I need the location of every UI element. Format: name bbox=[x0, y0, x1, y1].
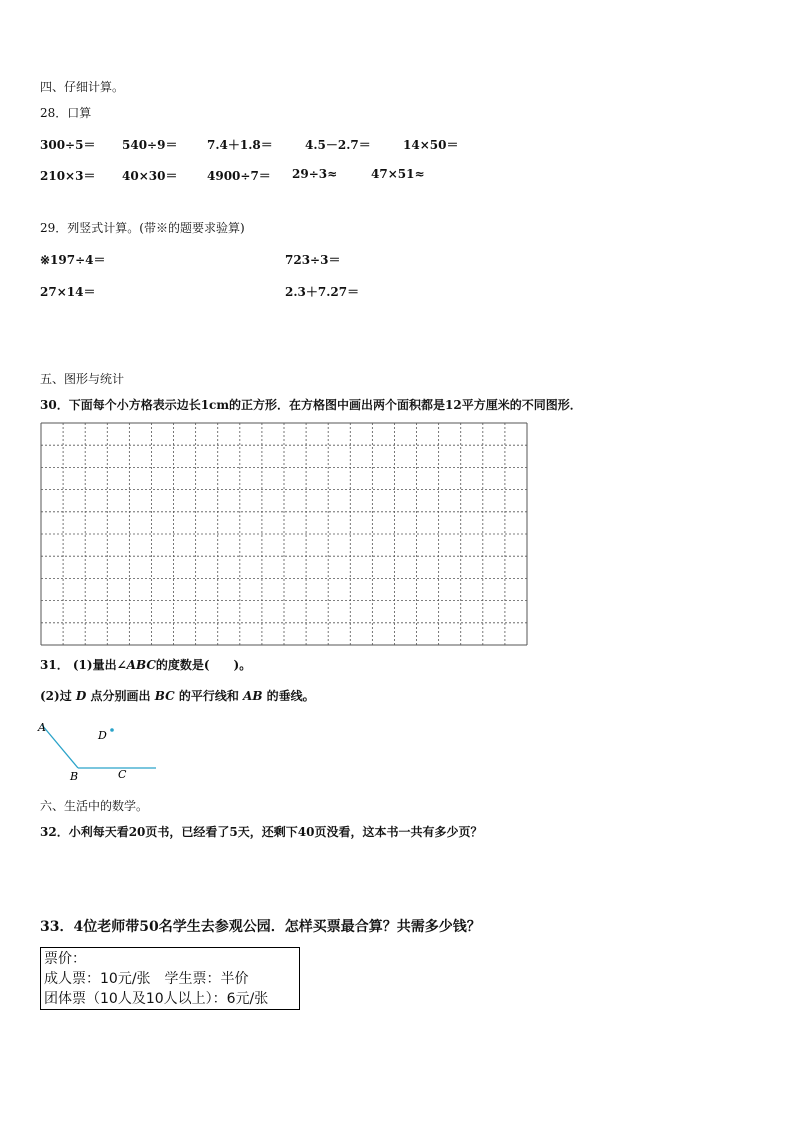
square-grid[interactable] bbox=[40, 422, 530, 648]
q28-r1-c1: 300÷5＝ bbox=[40, 138, 96, 152]
line-ab bbox=[42, 725, 78, 768]
label-b: B bbox=[70, 770, 79, 783]
ticket-line-3: 团体票（10人及10人以上）：6元/张 bbox=[44, 991, 269, 1007]
ticket-line-1: 票价： bbox=[44, 951, 86, 967]
section-4-title: 四、仔细计算。 bbox=[40, 80, 125, 94]
q29-item-1: ※197÷4＝ bbox=[40, 253, 106, 267]
q31-line-ab-ref: AB bbox=[243, 689, 263, 703]
q28-r2-c3: 4900÷7＝ bbox=[207, 169, 271, 183]
q31-part1-prefix: 31． (1)量出∠ bbox=[40, 658, 127, 672]
q31-angle-name: ABC bbox=[126, 658, 156, 672]
section-5-title: 五、图形与统计 bbox=[40, 372, 125, 386]
q33-text: 33．4位老师带50名学生去参观公园．怎样买票最合算？共需多少钱？ bbox=[40, 919, 481, 935]
q28-r2-c1: 210×3＝ bbox=[40, 169, 96, 183]
q31-part2-b: 点分别画出 bbox=[90, 689, 151, 703]
q28-r2-c5: 47×51≈ bbox=[371, 167, 425, 181]
q31-part2-e: 的垂线。 bbox=[266, 689, 315, 703]
q28-r2-c4: 29÷3≈ bbox=[292, 167, 338, 181]
q28-label: 28．口算 bbox=[40, 106, 92, 120]
q29-item-3: 27×14＝ bbox=[40, 285, 96, 299]
section-6-title: 六、生活中的数学。 bbox=[40, 799, 149, 813]
ticket-price-box bbox=[40, 947, 300, 1010]
q31-part1 bbox=[40, 656, 251, 673]
q31-part1-suffix: 的度数是( )。 bbox=[155, 658, 252, 672]
q31-part2-a: (2)过 bbox=[40, 689, 72, 703]
q31-point-d-ref: D bbox=[75, 689, 87, 703]
angle-abc-figure bbox=[30, 715, 170, 783]
q31-part2 bbox=[40, 687, 315, 704]
q31-line-bc-ref: BC bbox=[154, 689, 175, 703]
q32-text: 32．小利每天看20页书，已经看了5天，还剩下40页没看，这本书一共有多少页？ bbox=[40, 825, 483, 839]
q28-r1-c3: 7.4＋1.8＝ bbox=[207, 138, 273, 152]
q29-item-2: 723÷3＝ bbox=[285, 253, 341, 267]
q28-r1-c5: 14×50＝ bbox=[403, 138, 459, 152]
ticket-line-2: 成人票：10元/张 学生票：半价 bbox=[44, 971, 249, 987]
q28-r1-c4: 4.5－2.7＝ bbox=[305, 138, 371, 152]
q28-r2-c2: 40×30＝ bbox=[122, 169, 178, 183]
label-d: D bbox=[98, 729, 107, 742]
q28-r1-c2: 540÷9＝ bbox=[122, 138, 178, 152]
label-a: A bbox=[38, 721, 46, 734]
q29-item-4: 2.3＋7.27＝ bbox=[285, 285, 360, 299]
label-c: C bbox=[118, 768, 127, 781]
point-d bbox=[110, 728, 114, 732]
q31-part2-c: 的平行线和 bbox=[178, 689, 239, 703]
q29-label: 29．列竖式计算。(带※的题要求验算) bbox=[40, 221, 245, 235]
q30-label: 30．下面每个小方格表示边长1cm的正方形．在方格图中画出两个面积都是12平方厘米的不同图形． bbox=[40, 398, 582, 412]
